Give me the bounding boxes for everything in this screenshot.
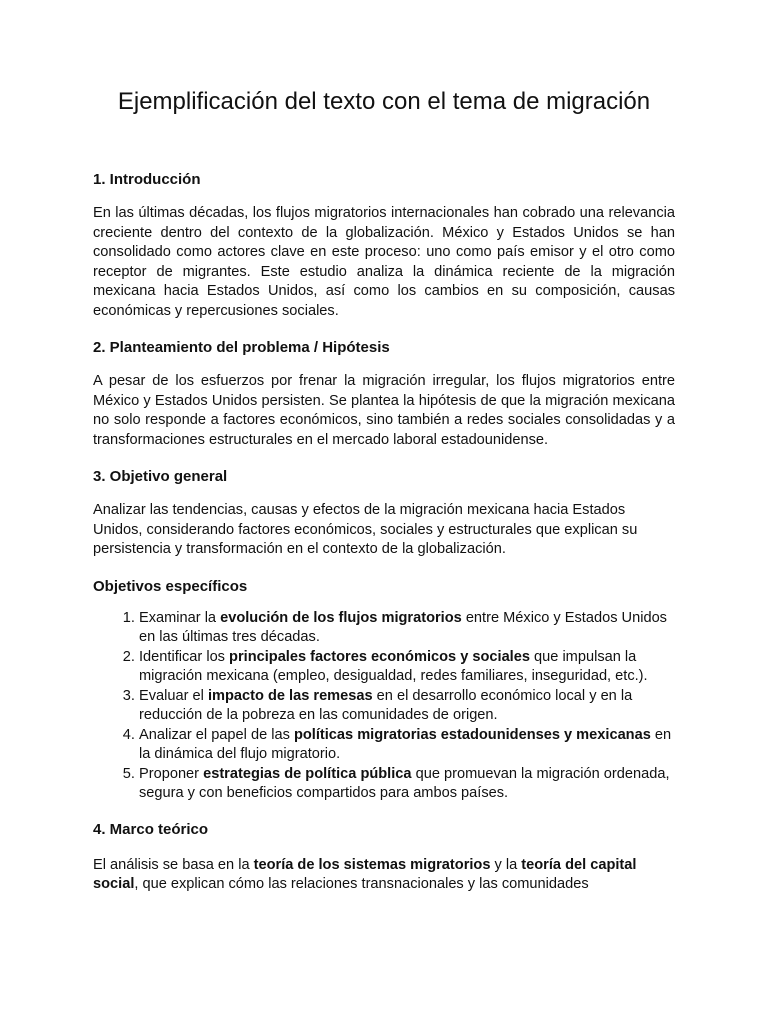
list-item-text: Evaluar el bbox=[139, 687, 208, 704]
section-heading-marco-teorico: 4. Marco teórico bbox=[93, 820, 209, 838]
list-item-text: Analizar el papel de las bbox=[139, 726, 294, 743]
section-heading-objetivos-especificos: Objetivos específicos bbox=[93, 577, 248, 595]
list-item-text: en la dinámica del flujo migratorio. bbox=[139, 726, 672, 762]
list-item-bold: políticas migratorias estadounidenses y mexicanas bbox=[293, 726, 651, 743]
objetivos-list bbox=[93, 609, 675, 804]
section-heading-introduccion: 1. Introducción bbox=[93, 171, 201, 188]
list-item-bold: estrategias de política pública bbox=[203, 765, 412, 782]
list-item-bold: principales factores económicos y sociales bbox=[229, 648, 530, 665]
paragraph-text: , que explican cómo las relaciones transnacionales y las comunidades bbox=[134, 876, 589, 892]
list-item-text: que promuevan la migración ordenada, segura y con beneficios compartidos para ambos países. bbox=[139, 765, 670, 801]
list-item bbox=[139, 726, 675, 765]
section-heading-objetivo-general: 3. Objetivo general bbox=[93, 468, 228, 485]
paragraph-introduccion: En las últimas décadas, los flujos migratorios internacionales han cobrado una relevancia creciente dentro del contexto de la globalización. México y Estados Unidos se han consolidado como actores clave en este proceso: uno como país emisor y el otro como receptor de migrantes. Este estudio analiza la dinámica reciente de la migración mexicana hacia Estados Unidos, así como los cambios en su composición, causas económicas y repercusiones sociales. bbox=[93, 205, 675, 319]
list-item bbox=[139, 765, 675, 804]
list-item-text: Examinar la bbox=[139, 609, 221, 626]
paragraph-text: y la bbox=[490, 856, 522, 873]
list-item bbox=[139, 687, 675, 726]
list-item-text: Proponer bbox=[139, 765, 204, 782]
paragraph-bold: teoría del capital social bbox=[93, 856, 637, 892]
paragraph-marco-teorico bbox=[93, 856, 675, 895]
document-title: Ejemplificación del texto con el tema de migración bbox=[117, 88, 651, 115]
list-item-text: entre México y Estados Unidos en las últimas tres décadas. bbox=[139, 609, 667, 645]
section-heading-problema: 2. Planteamiento del problema / Hipótesis bbox=[93, 339, 390, 356]
paragraph-problema: A pesar de los esfuerzos por frenar la migración irregular, los flujos migratorios entre México y Estados Unidos persisten. Se plantea la hipótesis de que la migración mexicana no solo responde a factores económicos, sino también a redes sociales consolidadas y a transformaciones estructurales en el mercado laboral estadounidense. bbox=[93, 373, 675, 448]
list-item-bold: impacto de las remesas bbox=[207, 687, 373, 704]
list-item-bold: evolución de los flujos migratorios bbox=[220, 609, 462, 626]
list-item bbox=[139, 648, 675, 687]
list-item-text: que impulsan la migración mexicana (empleo, desigualdad, redes familiares, inseguridad, etc.). bbox=[139, 648, 648, 684]
list-item-text: Identificar los bbox=[139, 648, 230, 665]
paragraph-objetivo-general: Analizar las tendencias, causas y efectos de la migración mexicana hacia Estados Unidos, considerando factores económicos, sociales y estructurales que explican su persistencia y transformación en el contexto de la globalización. bbox=[93, 502, 638, 557]
list-item-text: en el desarrollo económico local y en la reducción de la pobreza en las comunidades de origen. bbox=[139, 687, 633, 723]
paragraph-text: El análisis se basa en la bbox=[93, 856, 254, 873]
list-item bbox=[139, 609, 675, 648]
paragraph-bold: teoría de los sistemas migratorios bbox=[253, 856, 491, 873]
